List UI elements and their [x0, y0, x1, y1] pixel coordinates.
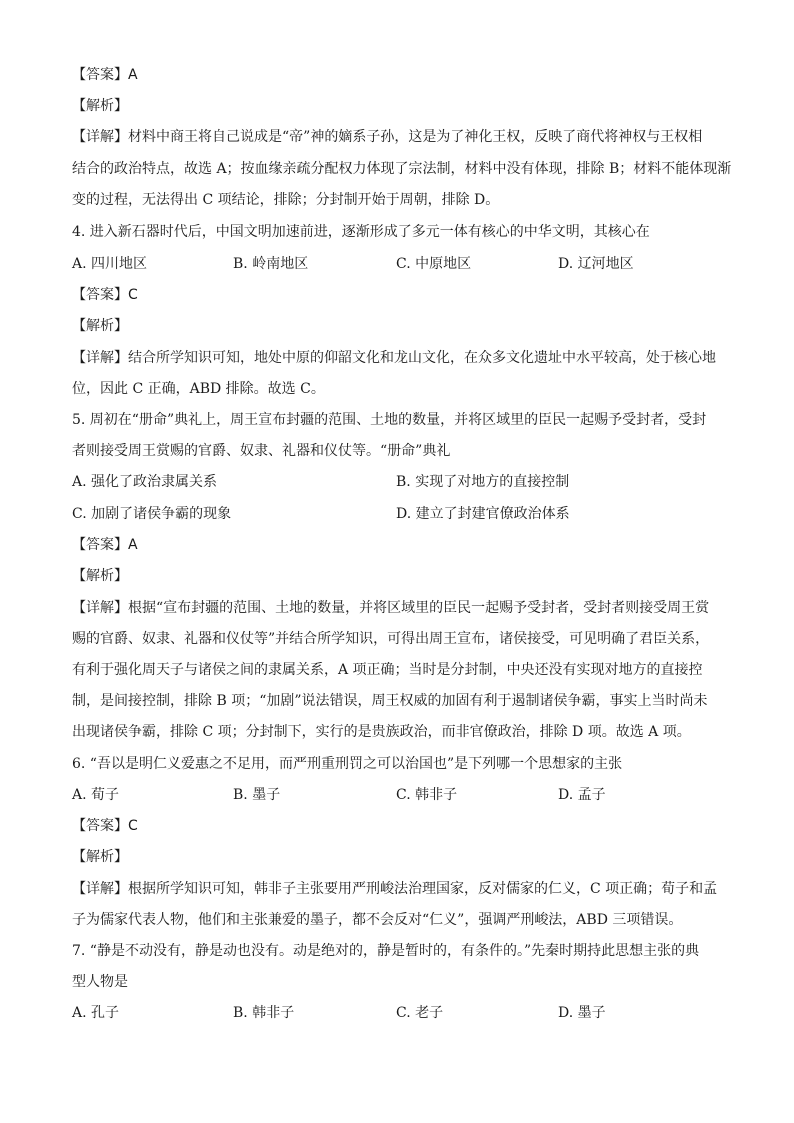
option-c: C. 中原地区 [396, 256, 472, 272]
option-c: C. 老子 [396, 1005, 444, 1021]
question-stem: 6. “吾以是明仁义爱惠之不足用，而严刑重刑罚之可以治国也”是下列哪一个思想家的主张 [72, 756, 623, 772]
option-d: D. 墨子 [558, 1005, 606, 1021]
detail-line: 出现诸侯争霸，排除 C 项；分封制下，实行的是贵族政治，而非官僚政治，排除 D 项。故选 A 项。 [72, 724, 691, 740]
detail-line: 制，是间接控制，排除 B 项；“加剧”说法错误，周王权威的加固有利于遏制诸侯争霸，事实上当时尚未 [72, 693, 708, 709]
question-stem: 型人物是 [72, 974, 128, 990]
option-a: A. 四川地区 [72, 256, 148, 272]
answer-label: 【答案】A [72, 537, 138, 553]
analysis-label: 【解析】 [72, 568, 128, 584]
answer-label: 【答案】A [72, 67, 138, 83]
detail-line: 有利于强化周天子与诸侯之间的隶属关系，A 项正确；当时是分封制，中央还没有实现对地方的直接控 [72, 662, 703, 678]
answer-label: 【答案】C [72, 287, 138, 303]
option-a: A. 荀子 [72, 787, 120, 803]
detail-line: 【详解】结合所学知识可知，地处中原的仰韶文化和龙山文化，在众多文化遗址中水平较高，处于核心地 [72, 350, 716, 366]
detail-line: 赐的官爵、奴隶、礼器和仪仗等”并结合所学知识，可得出周王宣布，诸侯接受，可见明确了君臣关系， [72, 631, 710, 647]
detail-line: 变的过程，无法得出 C 项结论，排除；分封制开始于周朝，排除 D。 [72, 192, 500, 208]
option-a: A. 强化了政治隶属关系 [72, 474, 218, 490]
detail-line: 【详解】根据“宣布封疆的范围、土地的数量，并将区域里的臣民一起赐予受封者，受封者则接受周王赏 [72, 600, 710, 616]
analysis-label: 【解析】 [72, 98, 128, 114]
detail-line: 【详解】材料中商王将自己说成是“帝”神的嫡系子孙，这是为了神化王权，反映了商代将神权与王权相 [72, 129, 703, 145]
option-b: B. 韩非子 [233, 1005, 295, 1021]
question-stem: 5. 周初在“册命”典礼上，周王宣布封疆的范围、土地的数量，并将区域里的臣民一起赐予受封者，受封 [72, 412, 707, 428]
answer-label: 【答案】C [72, 818, 138, 834]
detail-line: 位，因此 C 正确，ABD 排除。故选 C。 [72, 381, 325, 397]
option-a: A. 孔子 [72, 1005, 120, 1021]
option-b: B. 实现了对地方的直接控制 [396, 474, 570, 490]
option-d: D. 孟子 [558, 787, 606, 803]
option-d: D. 辽河地区 [558, 256, 634, 272]
option-d: D. 建立了封建官僚政治体系 [396, 506, 570, 522]
analysis-label: 【解析】 [72, 849, 128, 865]
question-stem: 者则接受周王赏赐的官爵、奴隶、礼器和仪仗等。“册命”典礼 [72, 443, 451, 459]
option-b: B. 墨子 [233, 787, 281, 803]
analysis-label: 【解析】 [72, 318, 128, 334]
detail-line: 【详解】根据所学知识可知，韩非子主张要用严刑峻法治理国家，反对儒家的仁义，C 项正确；荀子和孟 [72, 881, 718, 897]
question-stem: 7. “静是不动没有，静是动也没有。动是绝对的，静是暂时的，有条件的。”先秦时期持此思想主张的典 [72, 943, 700, 959]
option-c: C. 韩非子 [396, 787, 458, 803]
option-c: C. 加剧了诸侯争霸的现象 [72, 506, 232, 522]
detail-line: 结合的政治特点，故选 A；按血缘亲疏分配权力体现了宗法制，材料中没有体现，排除 B；材料不能体现渐 [72, 161, 732, 177]
question-stem: 4. 进入新石器时代后，中国文明加速前进，逐渐形成了多元一体有核心的中华文明，其核心在 [72, 224, 650, 240]
option-b: B. 岭南地区 [233, 256, 309, 272]
detail-line: 子为儒家代表人物，他们和主张兼爱的墨子，都不会反对“仁义”，强调严刑峻法，ABD 三项错误。 [72, 912, 683, 928]
